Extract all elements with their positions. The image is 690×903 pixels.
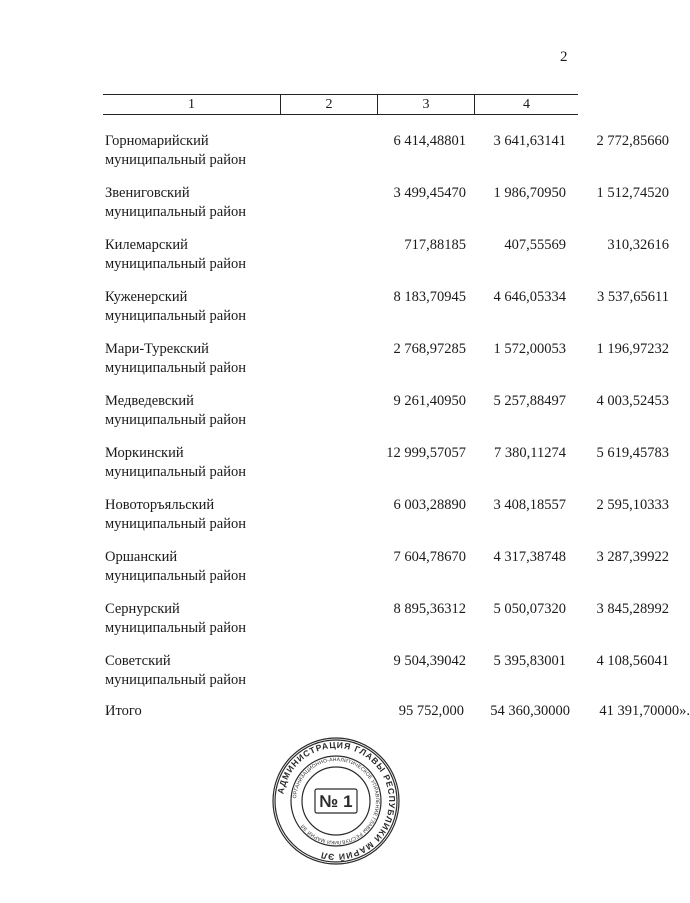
cell-col2: 6 414,48801 bbox=[393, 133, 466, 149]
district-name bbox=[105, 184, 280, 222]
cell-col2: 2 768,97285 bbox=[393, 341, 466, 357]
district-name-line2: муниципальный район bbox=[105, 464, 246, 480]
district-name-line2: муниципальный район bbox=[105, 412, 246, 428]
cell-col4: 1 196,97232 bbox=[596, 341, 669, 357]
cell-col3: 5 257,88497 bbox=[493, 393, 566, 409]
table-row bbox=[105, 340, 669, 384]
header-col-2: 2 bbox=[325, 97, 333, 112]
table-row bbox=[105, 496, 669, 540]
cell-col3: 7 380,11274 bbox=[494, 445, 566, 461]
district-name-line2: муниципальный район bbox=[105, 620, 246, 636]
cell-col2: 8 183,70945 bbox=[393, 289, 466, 305]
district-name-line2: муниципальный район bbox=[105, 256, 246, 272]
district-name-line2: муниципальный район bbox=[105, 152, 246, 168]
table-row bbox=[105, 444, 669, 488]
cell-col3: 407,55569 bbox=[504, 237, 566, 253]
cell-col4: 2 595,10333 bbox=[596, 497, 669, 513]
cell-col2: 12 999,57057 bbox=[386, 445, 466, 461]
table-row bbox=[105, 548, 669, 592]
header-col-4: 4 bbox=[523, 97, 530, 112]
district-name bbox=[105, 132, 280, 170]
district-name-line1: Килемарский bbox=[105, 237, 188, 253]
cell-col3: 3 641,63141 bbox=[493, 133, 566, 149]
header-col-3: 3 bbox=[422, 97, 430, 112]
district-name-line2: муниципальный район bbox=[105, 672, 246, 688]
district-name-line1: Куженерский bbox=[105, 289, 188, 305]
table-row bbox=[105, 600, 669, 644]
cell-col2: 9 261,40950 bbox=[393, 393, 466, 409]
cell-col4: 2 772,85660 bbox=[596, 133, 669, 149]
cell-col4: 3 537,65611 bbox=[597, 289, 669, 305]
district-name-line1: Мари-Турекский bbox=[105, 341, 209, 357]
cell-col3: 3 408,18557 bbox=[493, 497, 566, 513]
page-number: 2 bbox=[560, 49, 568, 65]
cell-col3: 4 646,05334 bbox=[493, 289, 566, 305]
table-header-row bbox=[103, 94, 578, 115]
cell-col3: 1 986,70950 bbox=[493, 185, 566, 201]
cell-col4: 4 108,56041 bbox=[596, 653, 669, 669]
header-col-1: 1 bbox=[188, 97, 195, 112]
cell-col3: 5 395,83001 bbox=[493, 653, 566, 669]
table-row bbox=[105, 288, 669, 332]
cell-col4: 3 287,39922 bbox=[596, 549, 669, 565]
table-row bbox=[105, 392, 669, 436]
official-seal bbox=[271, 736, 401, 866]
district-name bbox=[105, 548, 280, 586]
district-name bbox=[105, 444, 280, 482]
table-row bbox=[105, 236, 669, 280]
district-name-line1: Оршанский bbox=[105, 549, 178, 565]
total-col2: 95 752,000 bbox=[398, 703, 464, 719]
district-name bbox=[105, 496, 280, 534]
cell-col2: 7 604,78670 bbox=[393, 549, 466, 565]
seal-number: № 1 bbox=[319, 792, 353, 811]
cell-col4: 5 619,45783 bbox=[596, 445, 669, 461]
district-name bbox=[105, 340, 280, 378]
district-name bbox=[105, 652, 280, 690]
cell-col3: 5 050,07320 bbox=[493, 601, 566, 617]
district-name bbox=[105, 600, 280, 638]
district-name bbox=[105, 236, 280, 274]
table-row bbox=[105, 184, 669, 228]
seal-outer-text: АДМИНИСТРАЦИЯ ГЛАВЫ РЕСПУБЛИКИ МАРИЙ ЭЛ bbox=[275, 739, 398, 863]
cell-col3: 1 572,00053 bbox=[493, 341, 566, 357]
cell-col2: 717,88185 bbox=[404, 237, 466, 253]
district-name-line1: Новоторъяльский bbox=[105, 497, 215, 513]
district-name-line1: Медведевский bbox=[105, 393, 194, 409]
district-name-line1: Звениговский bbox=[105, 185, 190, 201]
district-name-line2: муниципальный район bbox=[105, 204, 246, 220]
district-name-line1: Сернурский bbox=[105, 601, 180, 617]
official-seal-graphic bbox=[271, 736, 401, 866]
district-name-line1: Советский bbox=[105, 653, 171, 669]
seal-inner-text: ОРГАНИЗАЦИОННО-АНАЛИТИЧЕСКОЕ УПРАВЛЕНИЕ ГЛАВЫ РЕСПУБЛИКИ МАРИЙ ЭЛ bbox=[292, 756, 381, 846]
cell-col4: 3 845,28992 bbox=[596, 601, 669, 617]
cell-col2: 3 499,45470 bbox=[393, 185, 466, 201]
total-col4: 41 391,70000». bbox=[599, 703, 690, 719]
district-name-line1: Горномарийский bbox=[105, 133, 209, 149]
district-name-line2: муниципальный район bbox=[105, 360, 246, 376]
cell-col4: 1 512,74520 bbox=[596, 185, 669, 201]
table-row bbox=[105, 652, 669, 696]
cell-col2: 8 895,36312 bbox=[393, 601, 466, 617]
cell-col2: 6 003,28890 bbox=[393, 497, 466, 513]
district-name-line2: муниципальный район bbox=[105, 568, 246, 584]
cell-col3: 4 317,38748 bbox=[493, 549, 566, 565]
total-label: Итого bbox=[105, 703, 142, 719]
district-name bbox=[105, 288, 280, 326]
cell-col4: 4 003,52453 bbox=[596, 393, 669, 409]
cell-col2: 9 504,39042 bbox=[393, 653, 466, 669]
district-name bbox=[105, 392, 280, 430]
table-row bbox=[105, 132, 669, 176]
district-name-line2: муниципальный район bbox=[105, 308, 246, 324]
district-name-line2: муниципальный район bbox=[105, 516, 246, 532]
cell-col4: 310,32616 bbox=[607, 237, 669, 253]
district-name-line1: Моркинский bbox=[105, 445, 184, 461]
total-col3: 54 360,30000 bbox=[490, 703, 570, 719]
